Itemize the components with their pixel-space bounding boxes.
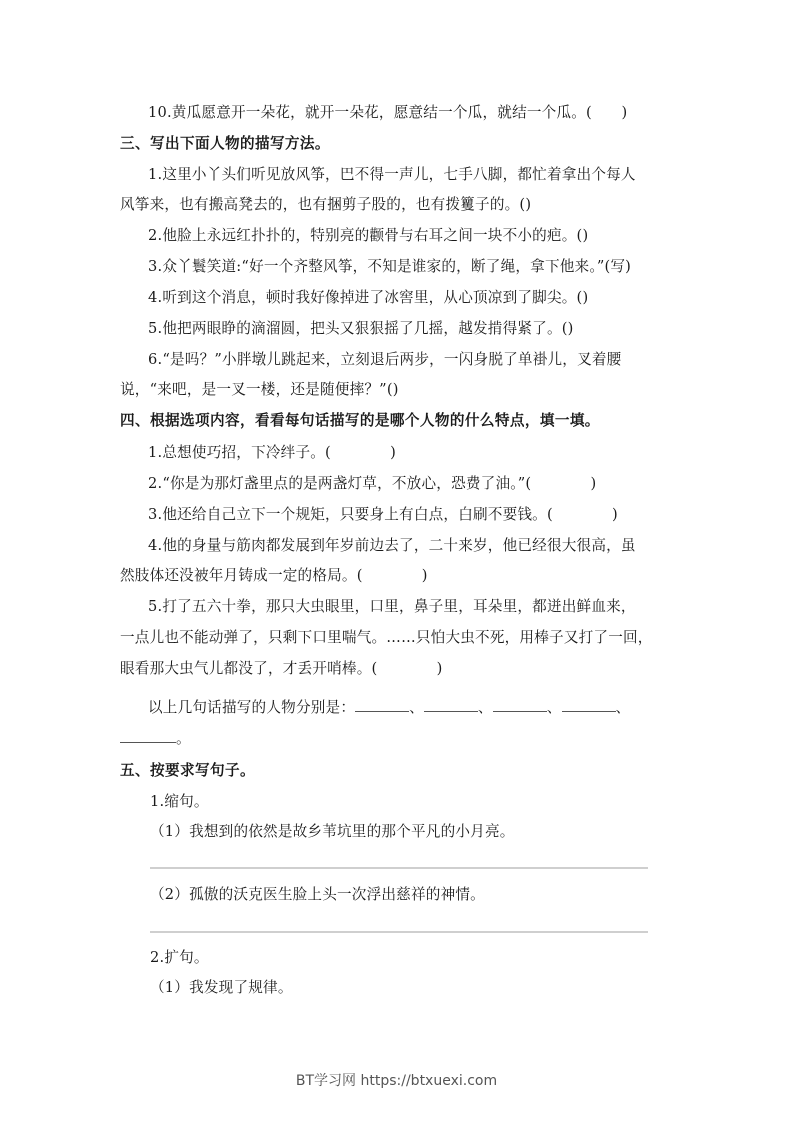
s4-summary-prefix: 以上几句话描写的人物分别是： (148, 699, 356, 716)
s4-q3: 3.他还给自己立下一个规矩，只要身上有白点，白刷不要钱。( ) (148, 506, 618, 523)
answer-line-1[interactable] (150, 867, 648, 869)
s3-q1-line1: 1.这里小丫头们听见放风筝，巴不得一声儿，七手八脚，都忙着拿出个每人 (148, 166, 636, 183)
answer-blank-2[interactable] (424, 697, 478, 712)
s3-q5: 5.他把两眼睁的滴溜圆，把头又狠狠摇了几摇，越发掯得紧了。() (148, 320, 574, 337)
s5-sub2-q1: （1）我发现了规律。 (150, 979, 293, 996)
s3-q4: 4.听到这个消息，顿时我好像掉进了冰窖里，从心顶凉到了脚尖。() (148, 289, 589, 306)
answer-blank-3[interactable] (493, 697, 547, 712)
s5-sub2-label: 2.扩句。 (150, 949, 209, 966)
s4-q4-line2: 然肢体还没被年月铸成一定的格局。( ) (120, 567, 428, 584)
s3-q3: 3.众丫鬟笑道:“好一个齐整风筝，不知是谁家的，断了绳，拿下他来。”(写) (148, 258, 632, 275)
section-5-title: 五、按要求写句子。 (120, 762, 255, 779)
s4-q1: 1.总想使巧招，下冷绊子。( ) (148, 444, 397, 461)
separator: 、 (409, 699, 424, 716)
s4-q4-line1: 4.他的身量与筋肉都发展到年岁前边去了，二十来岁，他已经很大很高，虽 (148, 537, 636, 554)
s5-sub1-q1: （1）我想到的依然是故乡苇坑里的那个平凡的小月亮。 (150, 823, 515, 840)
s5-sub1-q2: （2）孤傲的沃克医生脸上头一次浮出慈祥的神情。 (150, 886, 485, 903)
question-10: 10.黄瓜愿意开一朵花，就开一朵花，愿意结一个瓜，就结一个瓜。( ) (148, 104, 628, 121)
period: 。 (176, 730, 191, 747)
s4-summary-line1 (148, 697, 674, 718)
section-3-title: 三、写出下面人物的描写方法。 (120, 135, 330, 152)
s3-q6-line1: 6.“是吗？”小胖墩儿跳起来，立刻退后两步，一闪身脱了单褂儿，叉着腰 (148, 351, 622, 368)
footer-watermark: BT学习网 https://btxuexi.com (295, 1073, 498, 1089)
s3-q6-line2: 说，“来吧，是一叉一楼，还是随便摔？”() (120, 381, 399, 398)
separator: 、 (477, 699, 493, 716)
s5-sub1-label: 1.缩句。 (150, 793, 209, 810)
s4-q2: 2.“你是为那灯盏里点的是两盏灯草，不放心，恐费了油。”( ) (148, 475, 597, 492)
s4-summary-line2 (120, 728, 674, 749)
section-4-title: 四、根据选项内容，看看每句话描写的是哪个人物的什么特点，填一填。 (120, 412, 600, 429)
answer-blank-5[interactable] (120, 728, 176, 743)
s3-q2: 2.他脸上永远红扑扑的，特别亮的颧骨与右耳之间一块不小的疤。() (148, 227, 589, 244)
answer-blank-4[interactable] (562, 697, 616, 712)
separator: 、 (546, 699, 562, 716)
answer-line-2[interactable] (150, 931, 648, 933)
s3-q1-line2: 风筝来，也有搬高凳去的，也有捆剪子股的，也有拨籰子的。() (120, 196, 532, 213)
separator: 、 (615, 699, 631, 716)
s4-q5-line2: 一点儿也不能动弹了，只剩下口里喘气。……只怕大虫不死，用棒子又打了一回， (120, 629, 653, 646)
s4-q5-line3: 眼看那大虫气儿都没了，才丢开哨棒。( ) (120, 660, 443, 677)
s4-q5-line1: 5.打了五六十拳，那只大虫眼里，口里，鼻子里，耳朵里，都迸出鲜血来， (148, 598, 636, 615)
answer-blank-1[interactable] (355, 697, 409, 712)
